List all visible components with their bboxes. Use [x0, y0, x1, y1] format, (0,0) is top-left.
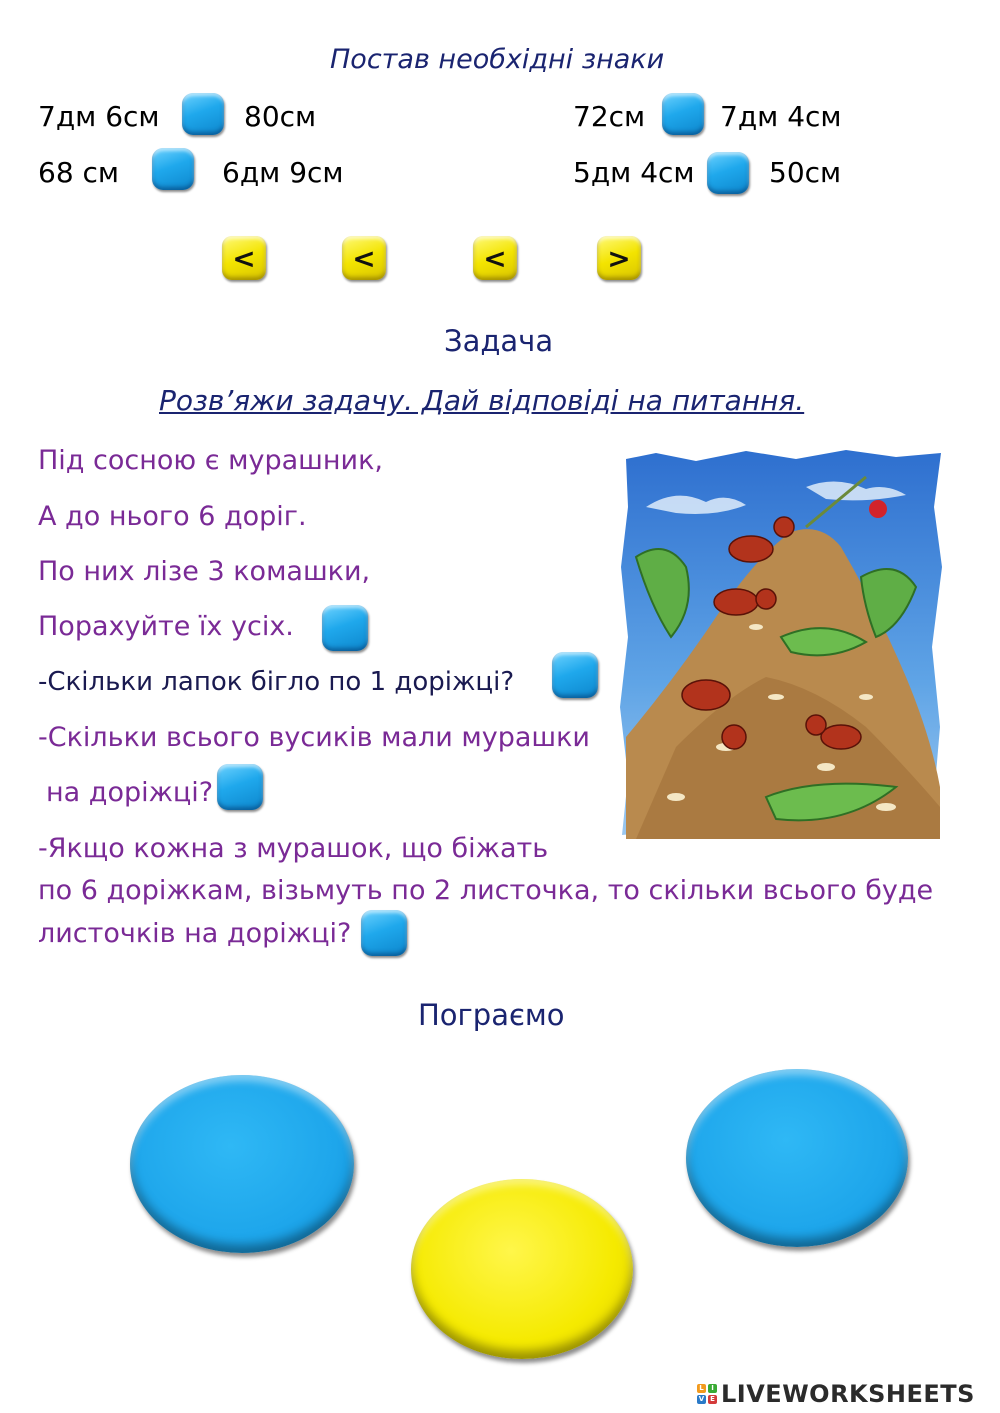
sign-option-less-1[interactable]: <	[222, 236, 266, 280]
sign-option-greater[interactable]: >	[597, 236, 641, 280]
logo-mark-icon: L I V E	[697, 1384, 717, 1404]
sign-answer-box-3[interactable]	[152, 148, 194, 190]
question-3-line-1: -Якщо кожна з мурашок, що біжать	[38, 833, 549, 864]
anthill-illustration	[616, 447, 946, 839]
compare-left-4: 5дм 4см	[573, 156, 695, 189]
question-1: -Скільки лапок бігло по 1 доріжці?	[38, 667, 515, 697]
logo-text: LIVEWORKSHEETS	[721, 1380, 975, 1408]
poem-line-1: Під сосною є мурашник,	[38, 445, 383, 476]
answer-box-legs[interactable]	[552, 652, 598, 698]
compare-left-3: 68 см	[38, 156, 120, 189]
compare-left-1: 7дм 6см	[38, 100, 160, 133]
game-blue-oval-left[interactable]	[130, 1075, 354, 1253]
sign-option-less-2[interactable]: <	[342, 236, 386, 280]
poem-line-3: По них лізе 3 комашки,	[38, 556, 371, 587]
game-heading: Пограємо	[418, 998, 565, 1032]
game-blue-oval-right[interactable]	[686, 1069, 908, 1247]
game-yellow-oval[interactable]	[411, 1179, 633, 1359]
question-2-line-1: -Скільки всього вусиків мали мурашки	[38, 722, 590, 753]
compare-left-2: 72см	[573, 100, 646, 133]
answer-box-antennae[interactable]	[217, 764, 263, 810]
compare-title: Постав необхідні знаки	[330, 44, 665, 75]
sign-answer-box-1[interactable]	[182, 93, 224, 135]
question-2-line-2: на доріжці?	[46, 777, 214, 808]
sign-option-less-3[interactable]: <	[473, 236, 517, 280]
liveworksheets-logo	[697, 1380, 975, 1408]
answer-box-leaves[interactable]	[361, 910, 407, 956]
sign-answer-box-4[interactable]	[707, 152, 749, 194]
answer-box-total-ants[interactable]	[322, 605, 368, 651]
question-3-line-3: листочків на доріжці?	[38, 918, 352, 949]
poem-line-2: А до нього 6 доріг.	[38, 501, 307, 532]
question-3-line-2: по 6 доріжкам, візьмуть по 2 листочка, то скільки всього буде	[38, 875, 934, 906]
compare-right-1: 80см	[244, 100, 317, 133]
compare-right-3: 6дм 9см	[222, 156, 344, 189]
sign-answer-box-2[interactable]	[662, 93, 704, 135]
task-heading: Задача	[444, 324, 554, 358]
task-instruction: Розв’яжи задачу. Дай відповіді на питання.	[159, 384, 805, 417]
compare-right-2: 7дм 4см	[720, 100, 842, 133]
poem-line-4: Порахуйте їх усіх.	[38, 611, 294, 642]
compare-right-4: 50см	[769, 156, 842, 189]
